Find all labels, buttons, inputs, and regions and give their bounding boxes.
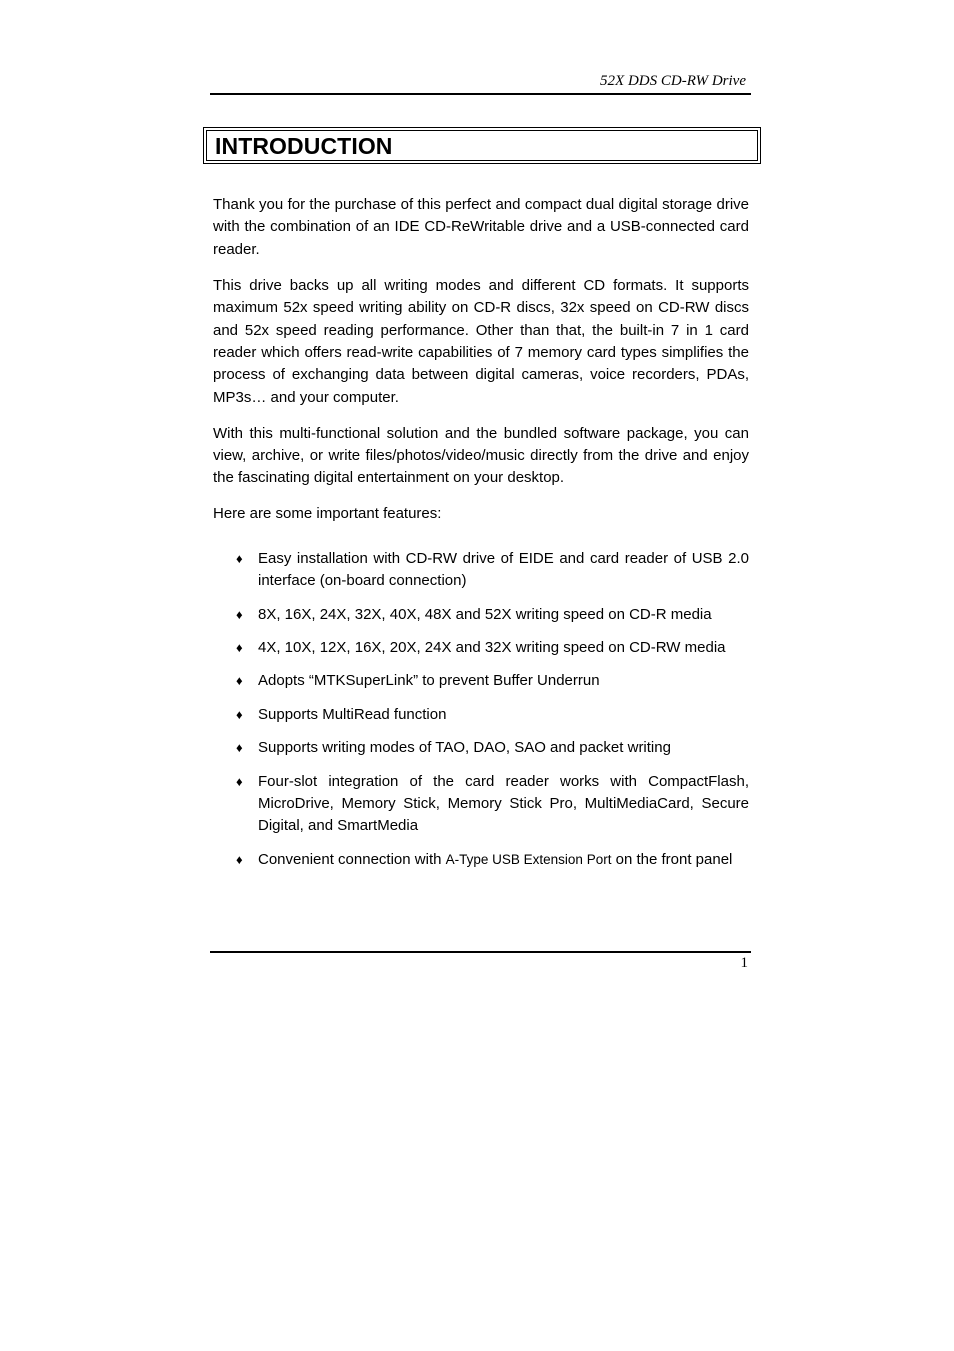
- feature-text: Supports writing modes of TAO, DAO, SAO and packet writing: [258, 739, 671, 757]
- header-rule: [210, 93, 751, 95]
- feature-text-after: on the front panel: [611, 850, 733, 868]
- section-heading-box: [203, 127, 761, 164]
- intro-paragraph-1: Thank you for the purchase of this perfect and compact dual digital storage drive with the combination of an IDE CD-ReWritable drive and a USB-connected card reader.: [213, 196, 749, 258]
- section-title: INTRODUCTION: [215, 133, 393, 159]
- features-lead-paragraph: Here are some important features:: [213, 505, 442, 523]
- features-list: [213, 548, 749, 871]
- feature-item: [213, 548, 749, 593]
- feature-text: Supports MultiRead function: [258, 705, 447, 723]
- feature-item: [213, 771, 749, 838]
- feature-text: Adopts “MTKSuperLink” to prevent Buffer Underrun: [258, 672, 600, 690]
- footer-rule: [210, 951, 751, 953]
- feature-text-before: Convenient connection with: [258, 850, 446, 868]
- feature-item: [213, 737, 749, 759]
- feature-item: [213, 670, 749, 692]
- feature-item: [213, 637, 749, 659]
- diamond-bullet-icon: ♦: [236, 673, 243, 689]
- feature-text: Easy installation with CD-RW drive of EIDE and card reader of USB 2.0 interface (on-board connection): [258, 549, 749, 590]
- diamond-bullet-icon: ♦: [236, 706, 243, 722]
- feature-item: [213, 604, 749, 626]
- running-header: 52X DDS CD-RW Drive: [600, 73, 746, 89]
- feature-item: [213, 849, 749, 871]
- intro-paragraph-3: With this multi-functional solution and the bundled software package, you can view, archive, or write files/photos/video/music directly from the drive and enjoy the fascinating digital entertainment on your desktop.: [213, 424, 749, 487]
- diamond-bullet-icon: ♦: [236, 550, 243, 566]
- feature-text: 4X, 10X, 12X, 16X, 20X, 24X and 32X writing speed on CD-RW media: [258, 639, 726, 656]
- feature-text: 8X, 16X, 24X, 32X, 40X, 48X and 52X writing speed on CD-R media: [258, 605, 712, 623]
- feature-text: Four-slot integration of the card reader works with CompactFlash, MicroDrive, Memory Stick, Memory Stick Pro, MultiMediaCard, Secure Digital, and SmartMedia: [258, 772, 749, 835]
- diamond-bullet-icon: ♦: [236, 606, 243, 622]
- feature-text-emphasis: A-Type USB Extension Port: [445, 851, 612, 867]
- feature-item: [213, 704, 749, 726]
- diamond-bullet-icon: ♦: [236, 773, 243, 789]
- diamond-bullet-icon: ♦: [236, 740, 243, 756]
- intro-paragraph-2: This drive backs up all writing modes and different CD formats. It supports maximum 52x speed writing ability on CD-R discs, 32x speed on CD-RW discs and 52x speed reading performance. Other than that, the built-in 7 in 1 card reader which offers read-write capabilities of 7 memory card types simplifies the process of exchanging data between digital cameras, voice recorders, PDAs, MP3s… and your computer.: [213, 276, 749, 406]
- diamond-bullet-icon: ♦: [236, 851, 243, 867]
- body-text: [213, 194, 749, 882]
- page-number: 1: [740, 955, 748, 971]
- diamond-bullet-icon: ♦: [236, 640, 243, 655]
- section-heading-inner-frame: [206, 130, 758, 161]
